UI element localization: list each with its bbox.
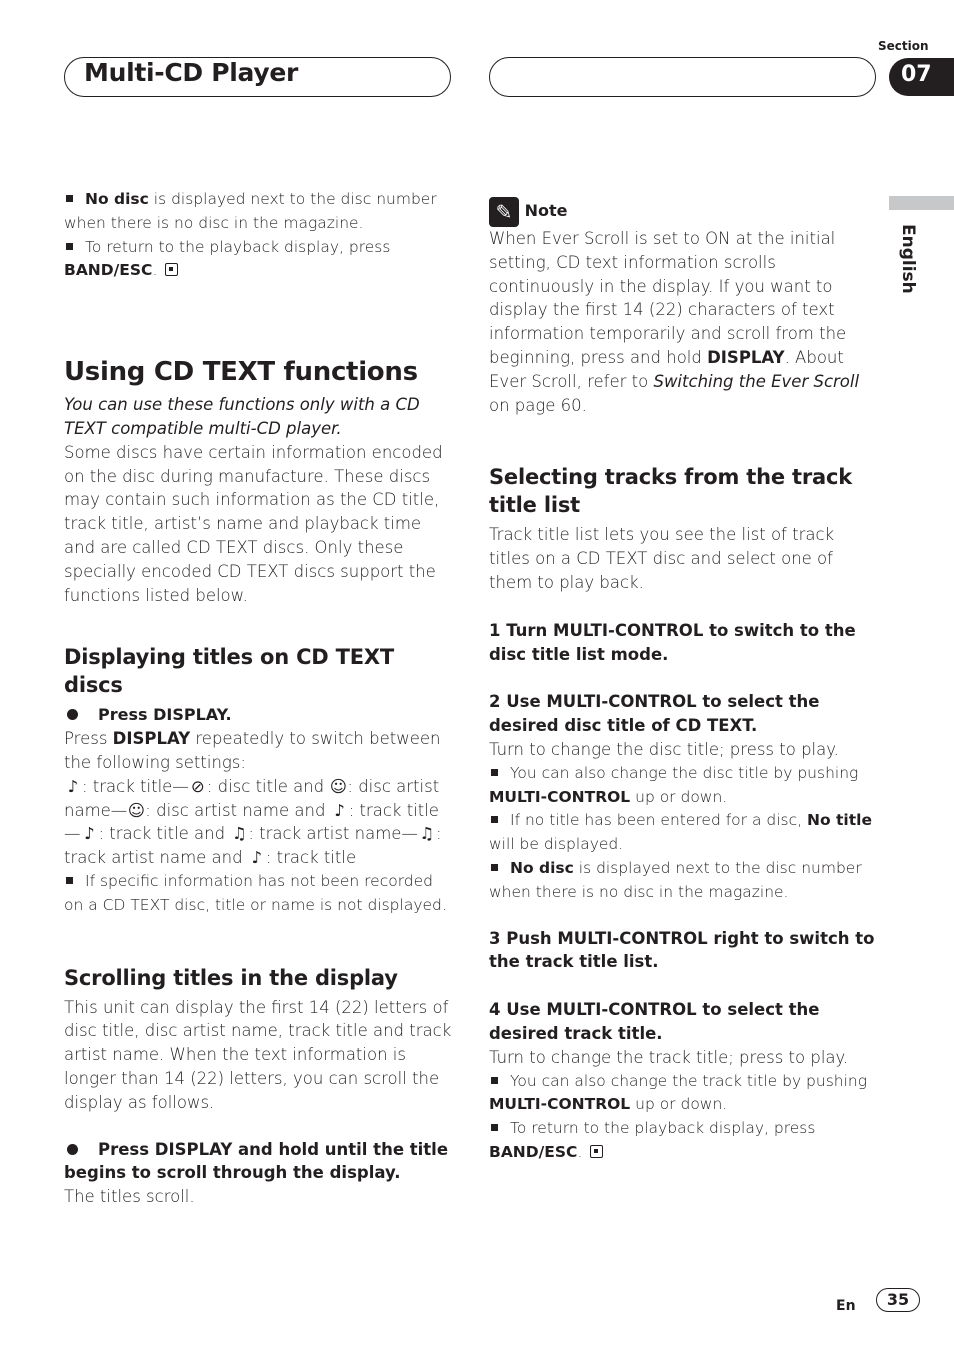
track-title-icon: ♪ xyxy=(67,776,79,796)
step-4: 4 Use MULTI-CONTROL to select the desired track title. xyxy=(489,1000,820,1043)
step-2-bullet-1: You can also change the disc title by pushing MULTI-CONTROL up or down. xyxy=(489,762,879,810)
step-4-bullet-2-key: BAND/ESC. xyxy=(489,1141,879,1165)
display-note: If specific information has not been recorded on a CD TEXT disc, title or name is not displayed. xyxy=(64,870,454,918)
header-empty-frame xyxy=(489,57,876,97)
step-3: 3 Push MULTI-CONTROL right to switch to the track title list. xyxy=(489,928,875,972)
step-4-body: Turn to change the track title; press to play. xyxy=(489,1047,849,1067)
note-pencil-icon: ✎ xyxy=(489,197,519,227)
note-body: When Ever Scroll is set to ON at the initial setting, CD text information scrolls continuously in the display. If you want to display the first 14 (22) characters of text information temporarily and scroll from the beginning, press and hold DISPLAY. About Ever Scroll, refer to Switching the Ever Scroll on page 60. xyxy=(489,229,860,415)
step-1: 1 Turn MULTI-CONTROL to switch to the disc title list mode. xyxy=(489,620,856,664)
step-2-bullet-2: If no title has been entered for a disc, No title will be displayed. xyxy=(489,809,879,857)
step-hold-display: Press DISPLAY and hold until the title begins to scroll through the display. xyxy=(64,1138,454,1186)
heading-scrolling-titles: Scrolling titles in the display xyxy=(64,965,398,990)
disc-artist-icon: ☺ xyxy=(127,800,145,820)
track-title-icon: ♪ xyxy=(334,800,345,820)
stop-icon xyxy=(590,1145,603,1158)
heading-cd-text: Using CD TEXT functions xyxy=(64,357,418,388)
side-language-label: English xyxy=(898,224,918,294)
section-label: Section xyxy=(878,39,929,53)
disc-title-icon: ⊘ xyxy=(190,776,205,796)
track-artist-icon: ♫ xyxy=(231,824,247,844)
press-display-body: Press DISPLAY repeatedly to switch between the following settings: xyxy=(64,729,441,772)
intro-bullet-no-disc: No disc is displayed next to the disc number when there is no disc in the magazine. xyxy=(64,188,454,236)
selecting-body: Track title list lets you see the list of track titles on a CD TEXT disc and select one of them to play back. xyxy=(489,525,835,592)
track-title-icon: ♪ xyxy=(84,824,95,844)
scrolling-result: The titles scroll. xyxy=(64,1187,195,1207)
cd-text-note: You can use these functions only with a CD TEXT compatible multi-CD player. xyxy=(64,395,420,438)
footer-language: En xyxy=(836,1298,856,1314)
heading-displaying-titles: Displaying titles on CD TEXT discs xyxy=(64,645,395,698)
cd-text-body: Some discs have certain information encoded on the disc during manufacture. These discs may contain such information as the CD title, track title, artist’s name and playback time and are called CD TEXT discs. Only these specially encoded CD TEXT discs support the functions listed below. xyxy=(64,442,443,605)
step-4-bullet-2: To return to the playback display, press xyxy=(489,1117,879,1141)
side-tab-bar xyxy=(889,196,954,210)
stop-icon xyxy=(165,263,178,276)
step-4-bullet-1: You can also change the track title by pushing MULTI-CONTROL up or down. xyxy=(489,1070,879,1118)
step-2: 2 Use MULTI-CONTROL to select the desired disc title of CD TEXT. xyxy=(489,692,820,736)
track-title-icon: ♪ xyxy=(251,848,263,868)
display-settings-sequence: ♪ : track title— ⊘ : disc title and ☺: disc artist name—☺: disc artist name and ♪ : track title — ♪ : track title and ♫: track artist name—♫: track artist name and ♪ : track title xyxy=(64,775,454,870)
step-2-bullet-3: No disc is displayed next to the disc number when there is no disc in the magazine. xyxy=(489,857,879,905)
scrolling-body: This unit can display the first 14 (22) letters of disc title, disc artist name, track title and track artist name. When the text information is longer than 14 (22) letters, you can scroll the display as follows. xyxy=(64,997,452,1112)
note-header: ✎ Note xyxy=(489,195,879,227)
heading-selecting-tracks: Selecting tracks from the track title list xyxy=(489,465,853,518)
left-column xyxy=(64,188,454,1209)
page-title: Multi-CD Player xyxy=(84,58,299,87)
section-number: 07 xyxy=(889,58,954,96)
step-2-body: Turn to change the disc title; press to play. xyxy=(489,739,839,759)
step-press-display: Press DISPLAY. xyxy=(64,703,454,727)
intro-bullet-key: BAND/ESC. xyxy=(64,259,454,283)
disc-artist-icon: ☺ xyxy=(329,776,347,796)
track-artist-icon: ♫ xyxy=(419,824,435,844)
right-column xyxy=(489,195,879,1165)
page-number: 35 xyxy=(876,1288,920,1312)
intro-bullet-return: To return to the playback display, press xyxy=(64,236,454,260)
